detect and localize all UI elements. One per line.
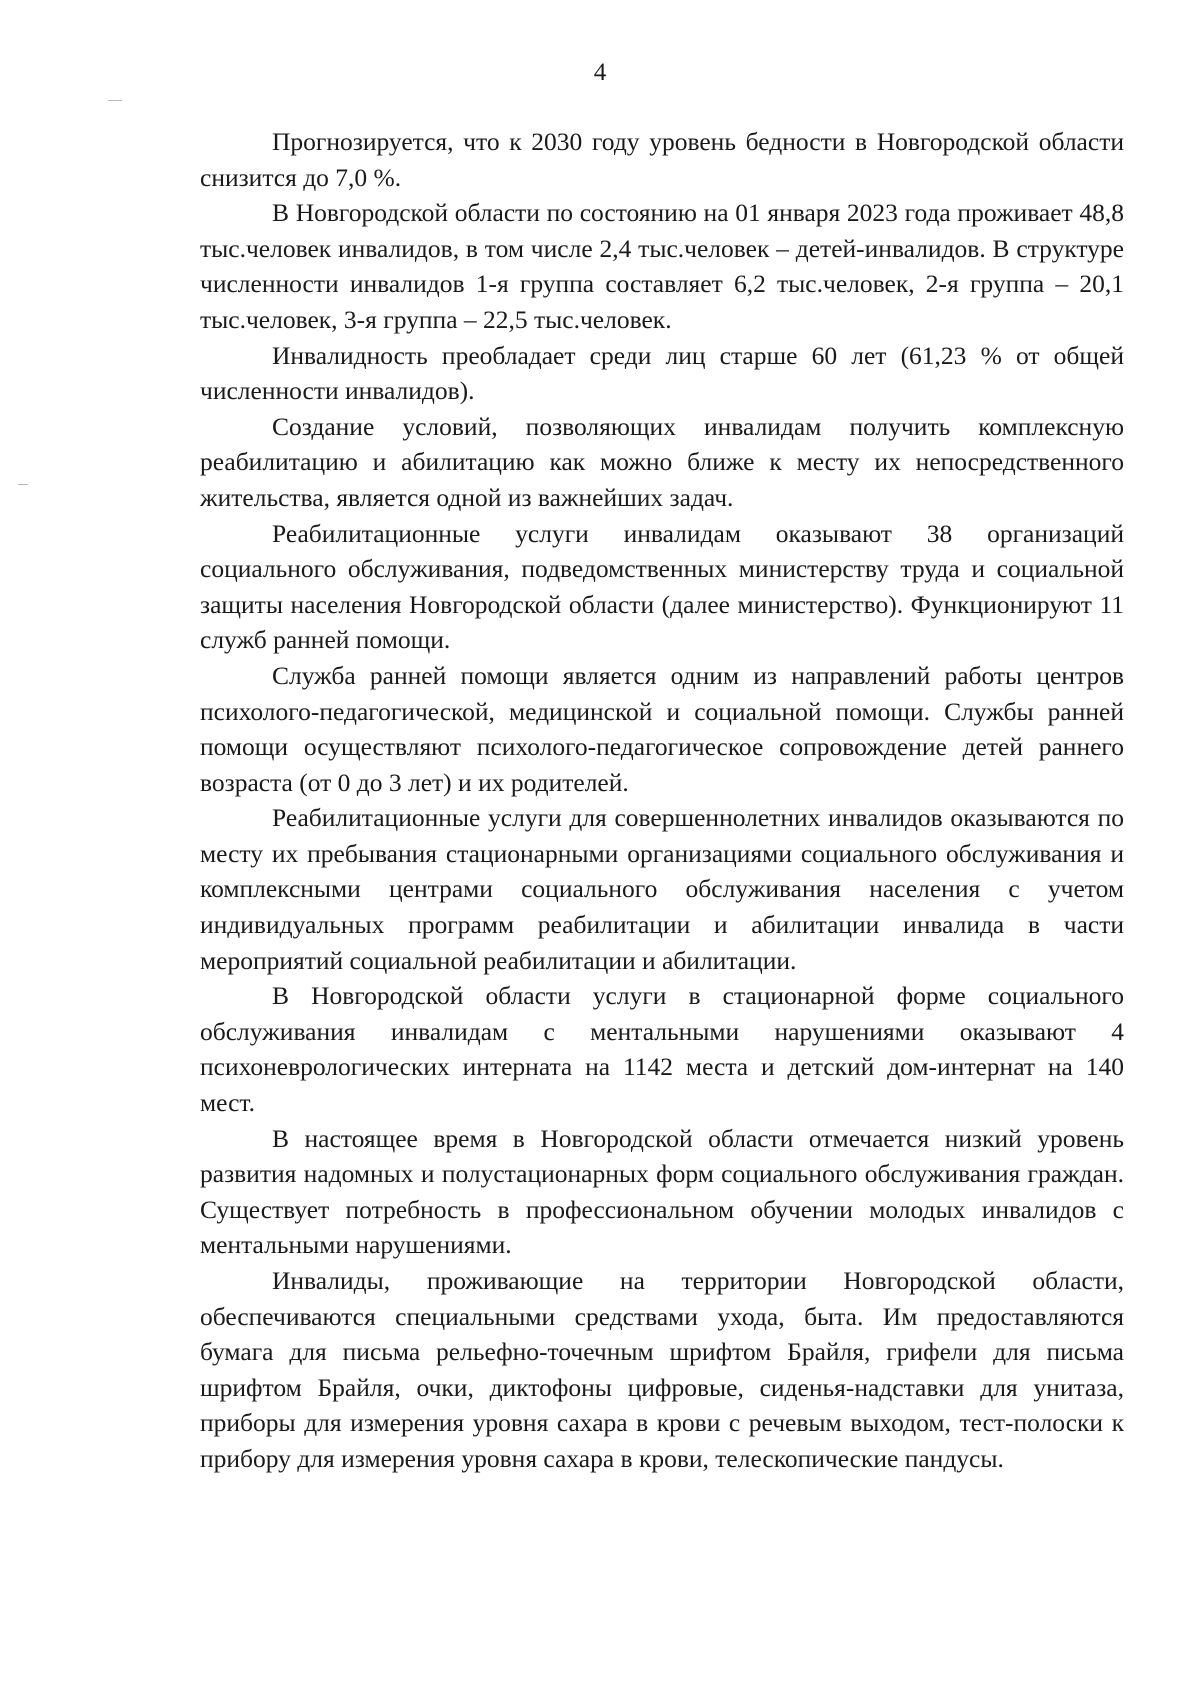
document-body [200, 124, 1124, 1477]
paragraph-early-help-service: Служба ранней помощи является одним из направлений работы центров психолого-педагогической, медицинской и социальной помощи. Службы ранней помощи осуществляют психолого-педагогическое сопровождение детей раннего возраста (от 0 до 3 лет) и их родителей. [200, 660, 1124, 797]
paragraph-age-structure: Инвалидность преобладает среди лиц старше 60 лет (61,23 % от общей численности инвалидов). [200, 340, 1124, 406]
page-number: 4 [593, 59, 607, 86]
scan-artifact-line [18, 484, 28, 485]
paragraph-stationary-services: В Новгородской области услуги в стационарной форме социального обслуживания инвалидам с ментальными нарушениями оказывают 4 психоневрологических интерната на 1142 места и детский дом-интернат на 140 мест. [200, 981, 1124, 1118]
paragraph-adult-rehabilitation: Реабилитационные услуги для совершеннолетних инвалидов оказываются по месту их пребывания стационарными организациями социального обслуживания и комплексными центрами социального обслуживания населения с учетом индивидуальных программ реабилитации и абилитации инвалида в части мероприятий социальной реабилитации и абилитации. [200, 803, 1124, 975]
paragraph-low-development: В настоящее время в Новгородской области отмечается низкий уровень развития надомных и полустационарных форм социального обслуживания граждан. Существует потребность в профессиональном обучении молодых инвалидов с ментальными нарушениями. [200, 1123, 1124, 1260]
paragraph-rehabilitation-organizations: Реабилитационные услуги инвалидам оказывают 38 организаций социального обслуживания, подведомственных министерству труда и социальной защиты населения Новгородской области (далее министерство). Функционируют 11 служб ранней помощи. [200, 518, 1124, 655]
paragraph-rehabilitation-goal: Создание условий, позволяющих инвалидам получить комплексную реабилитацию и абилитацию как можно ближе к месту их непосредственного жительства, является одной из важнейших задач. [200, 411, 1124, 512]
paragraph-disabled-count: В Новгородской области по состоянию на 01 января 2023 года проживает 48,8 тыс.человек инвалидов, в том числе 2,4 тыс.человек – детей-инвалидов. В структуре численности инвалидов 1-я группа составляет 6,2 тыс.человек, 2-я группа – 20,1 тыс.человек, 3-я группа – 22,5 тыс.человек. [200, 198, 1124, 334]
scan-artifact-line [108, 100, 122, 101]
paragraph-poverty-forecast: Прогнозируется, что к 2030 году уровень бедности в Новгородской области снизится до 7,0 %. [200, 127, 1124, 192]
paragraph-care-equipment: Инвалиды, проживающие на территории Новгородской области, обеспечиваются специальными средствами ухода, быта. Им предоставляются бумага для письма рельефно-точечным шрифтом Брайля, грифели для письма шрифтом Брайля, очки, диктофоны цифровые, сиденья-надставки для унитаза, приборы для измерения уровня сахара в крови с речевым выходом, тест-полоски к прибору для измерения уровня сахара в крови, телескопические пандусы. [200, 1266, 1124, 1473]
